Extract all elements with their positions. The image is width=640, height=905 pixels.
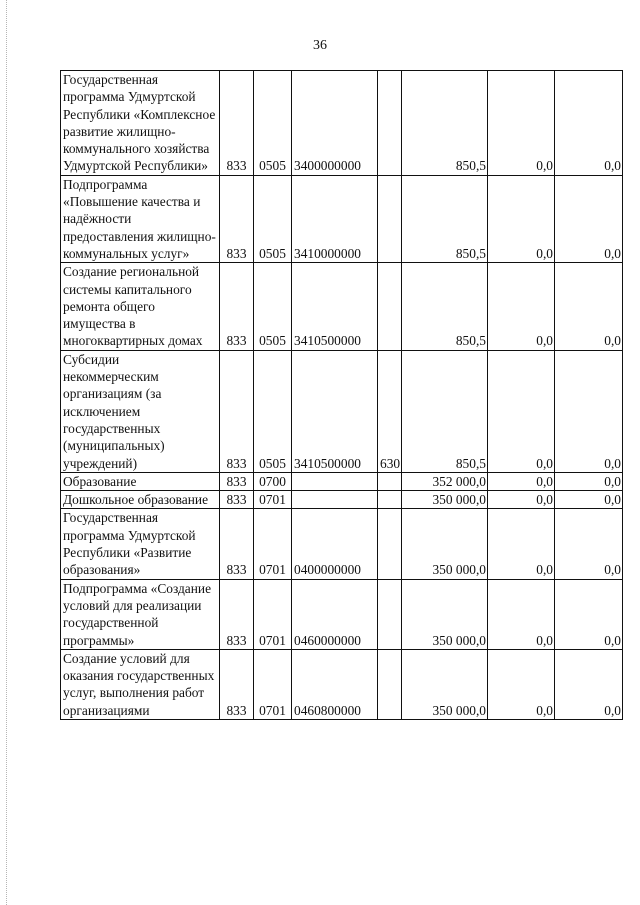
amount-year-2: 0,0 [488,71,555,176]
ministry-code: 833 [220,649,254,719]
amount-year-3: 0,0 [555,472,623,490]
amount-year-3: 0,0 [555,175,623,262]
table-row [61,71,623,176]
table-row [61,491,623,509]
expense-type: 630 [378,350,402,472]
amount: 350 000,0 [402,649,488,719]
amount: 350 000,0 [402,509,488,579]
expense-type [378,175,402,262]
amount-year-2: 0,0 [488,472,555,490]
section-code: 0505 [254,350,292,472]
amount: 850,5 [402,71,488,176]
row-name: Подпрограмма «Создание условий для реализации государственной программы» [61,579,220,649]
table-row [61,472,623,490]
budget-table [60,70,623,720]
amount-year-2: 0,0 [488,175,555,262]
amount-year-2: 0,0 [488,509,555,579]
target-code: 3410500000 [292,350,378,472]
amount-year-3: 0,0 [555,649,623,719]
table-row [61,175,623,262]
table-row [61,649,623,719]
target-code: 3410000000 [292,175,378,262]
amount-year-3: 0,0 [555,71,623,176]
section-code: 0505 [254,71,292,176]
ministry-code: 833 [220,350,254,472]
section-code: 0701 [254,509,292,579]
table-row [61,509,623,579]
table-row [61,579,623,649]
amount-year-3: 0,0 [555,350,623,472]
target-code: 0400000000 [292,509,378,579]
amount-year-3: 0,0 [555,263,623,350]
section-code: 0505 [254,175,292,262]
target-code: 0460000000 [292,579,378,649]
expense-type [378,263,402,350]
amount: 350 000,0 [402,579,488,649]
scan-edge-line [6,0,7,905]
target-code: 3400000000 [292,71,378,176]
amount-year-2: 0,0 [488,491,555,509]
section-code: 0505 [254,263,292,350]
row-name: Создание условий для оказания государственных услуг, выполнения работ организациями [61,649,220,719]
table-row [61,350,623,472]
ministry-code: 833 [220,71,254,176]
ministry-code: 833 [220,491,254,509]
amount-year-2: 0,0 [488,579,555,649]
section-code: 0701 [254,491,292,509]
target-code [292,491,378,509]
amount-year-3: 0,0 [555,491,623,509]
row-name: Государственная программа Удмуртской Республики «Комплексное развитие жилищно-коммунального хозяйства Удмуртской Республики» [61,71,220,176]
amount: 850,5 [402,350,488,472]
amount-year-3: 0,0 [555,509,623,579]
expense-type [378,71,402,176]
amount: 352 000,0 [402,472,488,490]
amount-year-2: 0,0 [488,649,555,719]
expense-type [378,472,402,490]
ministry-code: 833 [220,579,254,649]
amount-year-2: 0,0 [488,263,555,350]
section-code: 0700 [254,472,292,490]
amount-year-3: 0,0 [555,579,623,649]
page-number: 36 [313,38,327,53]
ministry-code: 833 [220,509,254,579]
ministry-code: 833 [220,263,254,350]
row-name: Субсидии некоммерческим организациям (за исключением государственных (муниципальных) учреждений) [61,350,220,472]
expense-type [378,579,402,649]
amount-year-2: 0,0 [488,350,555,472]
expense-type [378,509,402,579]
expense-type [378,649,402,719]
target-code: 3410500000 [292,263,378,350]
table-row [61,263,623,350]
section-code: 0701 [254,579,292,649]
section-code: 0701 [254,649,292,719]
amount: 850,5 [402,175,488,262]
row-name: Государственная программа Удмуртской Республики «Развитие образования» [61,509,220,579]
row-name: Образование [61,472,220,490]
row-name: Подпрограмма «Повышение качества и надёжности предоставления жилищно-коммунальных услуг» [61,175,220,262]
target-code [292,472,378,490]
ministry-code: 833 [220,472,254,490]
target-code: 0460800000 [292,649,378,719]
row-name: Дошкольное образование [61,491,220,509]
amount: 850,5 [402,263,488,350]
row-name: Создание региональной системы капитального ремонта общего имущества в многоквартирных домах [61,263,220,350]
amount: 350 000,0 [402,491,488,509]
expense-type [378,491,402,509]
ministry-code: 833 [220,175,254,262]
